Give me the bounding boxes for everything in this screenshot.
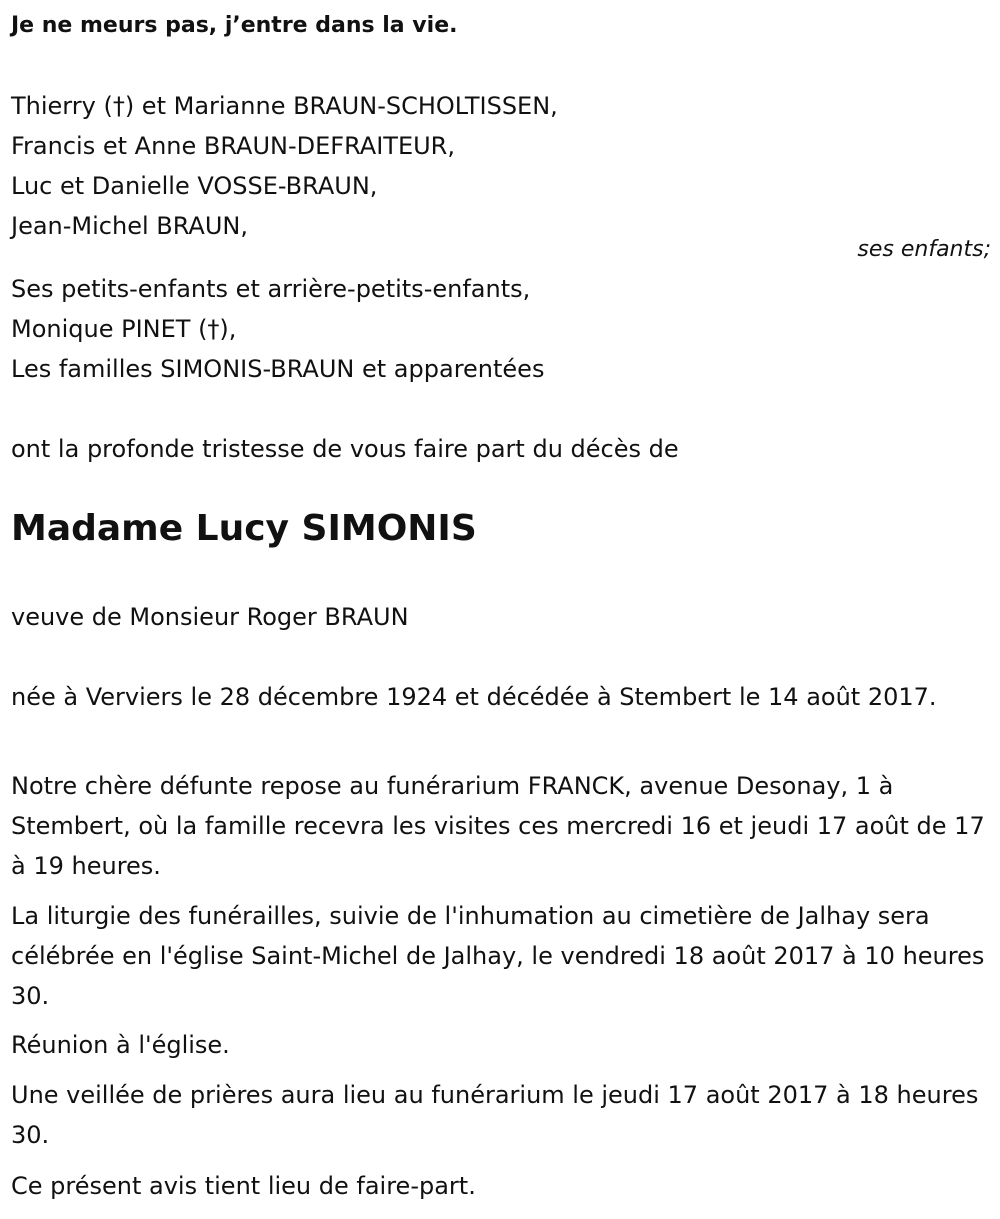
child-line-1: Thierry (†) et Marianne BRAUN-SCHOLTISSEN, <box>11 92 558 120</box>
funeral-paragraph: La liturgie des funérailles, suivie de l'inhumation au cimetière de Jalhay sera célébrée en l'église Saint-Michel de Jalhay, le vendredi 18 août 2017 à 10 heures 30. <box>11 902 985 1010</box>
vigil-paragraph: Une veillée de prières aura lieu au funérarium le jeudi 17 août 2017 à 18 heures 30. <box>11 1081 979 1149</box>
other-line-1: Ses petits-enfants et arrière-petits-enfants, <box>11 275 531 303</box>
deceased-name: Madame Lucy SIMONIS <box>11 508 477 549</box>
closing-paragraph: Ce présent avis tient lieu de faire-part. <box>11 1172 476 1200</box>
meeting-paragraph: Réunion à l'église. <box>11 1031 230 1059</box>
child-line-2: Francis et Anne BRAUN-DEFRAITEUR, <box>11 132 455 160</box>
children-note: ses enfants; <box>857 237 991 262</box>
motto: Je ne meurs pas, j’entre dans la vie. <box>11 13 458 38</box>
birth-death-paragraph: née à Verviers le 28 décembre 1924 et décédée à Stembert le 14 août 2017. <box>11 683 937 711</box>
visitation-paragraph: Notre chère défunte repose au funérarium FRANCK, avenue Desonay, 1 à Stembert, où la famille recevra les visites ces mercredi 16 et jeudi 17 août de 17 à 19 heures. <box>11 772 985 880</box>
widow-of: veuve de Monsieur Roger BRAUN <box>11 603 409 631</box>
announcement: ont la profonde tristesse de vous faire part du décès de <box>11 435 679 463</box>
other-line-3: Les familles SIMONIS-BRAUN et apparentées <box>11 355 545 383</box>
other-line-2: Monique PINET (†), <box>11 315 237 343</box>
child-line-3: Luc et Danielle VOSSE-BRAUN, <box>11 172 378 200</box>
child-line-4: Jean-Michel BRAUN, <box>11 212 248 240</box>
